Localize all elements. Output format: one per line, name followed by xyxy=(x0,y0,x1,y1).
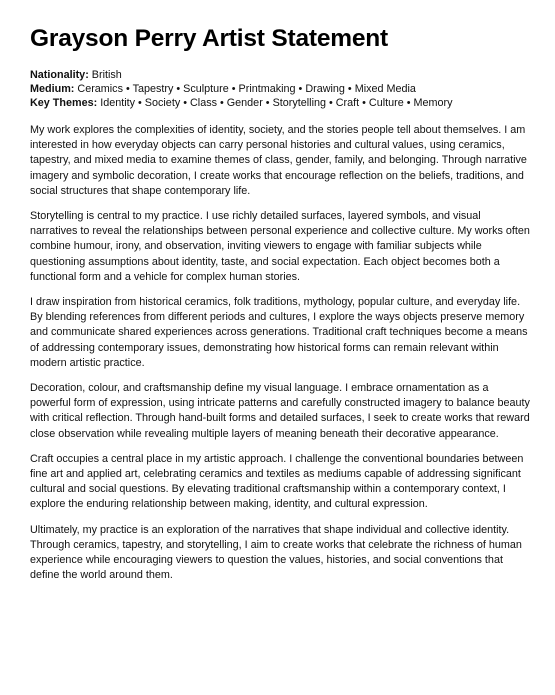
paragraph-identity: My work explores the complexities of identity, society, and the stories people tell about themselves. I am interested in how everyday objects can carry personal histories and cultural values, using ceramics, tapestry, and mixed media to examine themes of class, gender, family, and belonging. Through narrative imagery and symbolic decoration, I create works that encourage reflection on the beliefs, traditions, and social structures that shape contemporary life. xyxy=(30,124,527,197)
paragraph-craft: Craft occupies a central place in my artistic approach. I challenge the conventional boundaries between fine art and applied art, celebrating ceramics and textiles as mediums capable of addressing significant cultural and social questions. By elevating traditional craftsmanship within a contemporary context, I explore the enduring relationship between making, identity, and cultural expression. xyxy=(30,452,524,511)
document-page xyxy=(30,24,530,583)
nationality-value: British xyxy=(91,69,122,81)
key-themes-line xyxy=(30,96,530,110)
paragraph-decoration: Decoration, colour, and craftsmanship define my visual language. I embrace ornamentation as a powerful form of expression, using intricate patterns and carefully constructed imagery to balance beauty with critical reflection. Through hand-built forms and detailed surfaces, I seek to create works that reward close observation while revealing multiple layers of meaning beneath their decorative appearance. xyxy=(30,382,530,440)
paragraph-inspiration: I draw inspiration from historical ceramics, folk traditions, mythology, popular culture, and everyday life. By blending references from different periods and cultures, I explore the ways objects preserve memory and communicate shared experiences across generations. Traditional craft techniques become a means of addressing contemporary issues, demonstrating how historical forms can remain relevant within modern artistic practice. xyxy=(30,296,528,369)
artist-metadata xyxy=(30,68,530,110)
nationality-line xyxy=(30,68,530,82)
nationality-label: Nationality: xyxy=(30,69,89,81)
document-title: Grayson Perry Artist Statement xyxy=(30,25,388,52)
key-themes-label: Key Themes: xyxy=(30,97,98,109)
statement-body xyxy=(30,123,530,583)
medium-line xyxy=(30,82,530,96)
paragraph-storytelling: Storytelling is central to my practice. I use richly detailed surfaces, layered symbols, and visual narratives to reveal the relationships between personal experience and collective culture. My works often combine humour, irony, and observation, inviting viewers to engage with familiar subjects while questioning assumptions about identity, taste, and social expectation. Each object becomes both a functional form and a vehicle for complex human stories. xyxy=(30,210,530,283)
medium-value: Ceramics • Tapestry • Sculpture • Printmaking • Drawing • Mixed Media xyxy=(77,83,416,95)
paragraph-conclusion: Ultimately, my practice is an exploration of the narratives that shape individual and collective identity. Through ceramics, tapestry, and storytelling, I aim to create works that celebrate the richness of human experience while encouraging viewers to question the values, histories, and social conventions that define the world around them. xyxy=(30,523,522,582)
medium-label: Medium: xyxy=(30,83,75,95)
key-themes-value: Identity • Society • Class • Gender • Storytelling • Craft • Culture • Memory xyxy=(100,97,453,109)
